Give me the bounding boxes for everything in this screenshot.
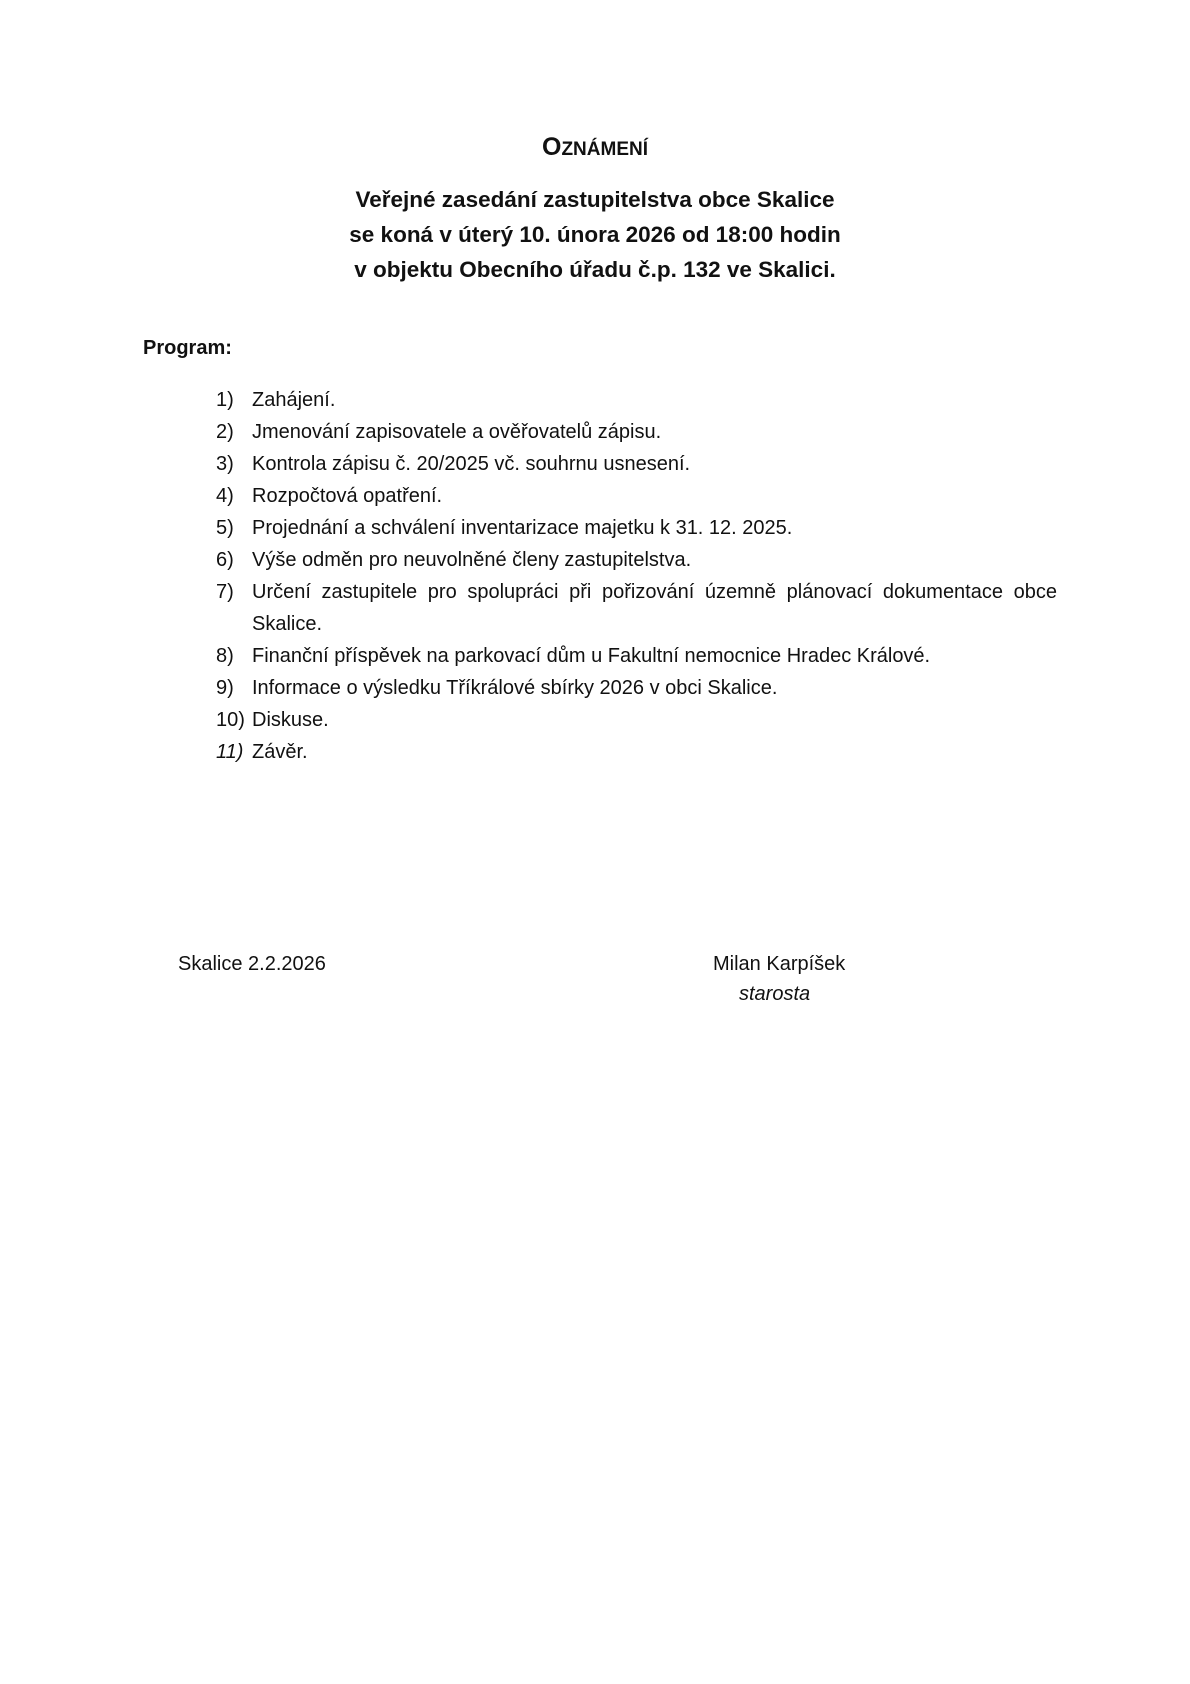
place-and-date: Skalice 2.2.2026: [178, 953, 326, 975]
document-title: [0, 133, 1190, 162]
agenda-item-number: 9): [216, 677, 234, 699]
program-label: Program:: [143, 337, 232, 359]
signatory-name: Milan Karpíšek: [713, 953, 846, 975]
agenda-item-number: 10): [216, 709, 245, 731]
agenda-item: [0, 672, 1190, 704]
agenda-item-text: Rozpočtová opatření.: [252, 485, 443, 507]
agenda-item: [0, 384, 1190, 416]
agenda-item-text: Projednání a schválení inventarizace majetku k 31. 12. 2025.: [252, 517, 793, 539]
agenda-item-number: 6): [216, 549, 234, 571]
agenda-item: [0, 416, 1190, 448]
agenda-item-text: Informace o výsledku Tříkrálové sbírky 2026 v obci Skalice.: [252, 677, 778, 699]
agenda-item-number: 2): [216, 421, 234, 443]
agenda-item: [0, 736, 1190, 768]
agenda-item-number: 11): [216, 741, 244, 763]
agenda-item: [0, 640, 1190, 672]
agenda-item-number: 7): [216, 581, 234, 603]
agenda-item: [0, 704, 1190, 736]
signatory-role: starosta: [739, 983, 811, 1005]
agenda-item-text: Závěr.: [252, 741, 308, 763]
agenda-item-number: 8): [216, 645, 234, 667]
heading-line-2: se koná v úterý 10. února 2026 od 18:00 hodin: [349, 222, 841, 247]
agenda-item: [0, 448, 1190, 480]
agenda-item-number: 1): [216, 389, 234, 411]
agenda-item-text: Určení zastupitele pro spolupráci při pořizování územně plánovací dokumentace obce Skalice.: [252, 581, 1057, 635]
agenda-item: [0, 512, 1190, 544]
agenda-item-text: Jmenování zapisovatele a ověřovatelů zápisu.: [252, 421, 662, 443]
agenda-item-number: 4): [216, 485, 234, 507]
agenda-item-text: Diskuse.: [252, 709, 329, 731]
agenda-item-text: Finanční příspěvek na parkovací dům u Fakultní nemocnice Hradec Králové.: [252, 645, 931, 667]
heading-line-1: Veřejné zasedání zastupitelstva obce Skalice: [355, 187, 835, 212]
meeting-heading: [0, 182, 1190, 287]
agenda-item: [0, 544, 1190, 576]
agenda-item: [0, 576, 1190, 640]
agenda-item: [0, 480, 1190, 512]
title-rest: ZNÁMENÍ: [561, 139, 648, 160]
agenda-item-number: 5): [216, 517, 234, 539]
agenda-item-text: Zahájení.: [252, 389, 336, 411]
agenda-item-number: 3): [216, 453, 234, 475]
title-first-letter: O: [541, 133, 562, 161]
agenda-list: [0, 384, 1190, 768]
heading-line-3: v objektu Obecního úřadu č.p. 132 ve Skalici.: [354, 257, 836, 282]
agenda-item-text: Kontrola zápisu č. 20/2025 vč. souhrnu usnesení.: [252, 453, 691, 475]
agenda-item-text: Výše odměn pro neuvolněné členy zastupitelstva.: [252, 549, 692, 571]
